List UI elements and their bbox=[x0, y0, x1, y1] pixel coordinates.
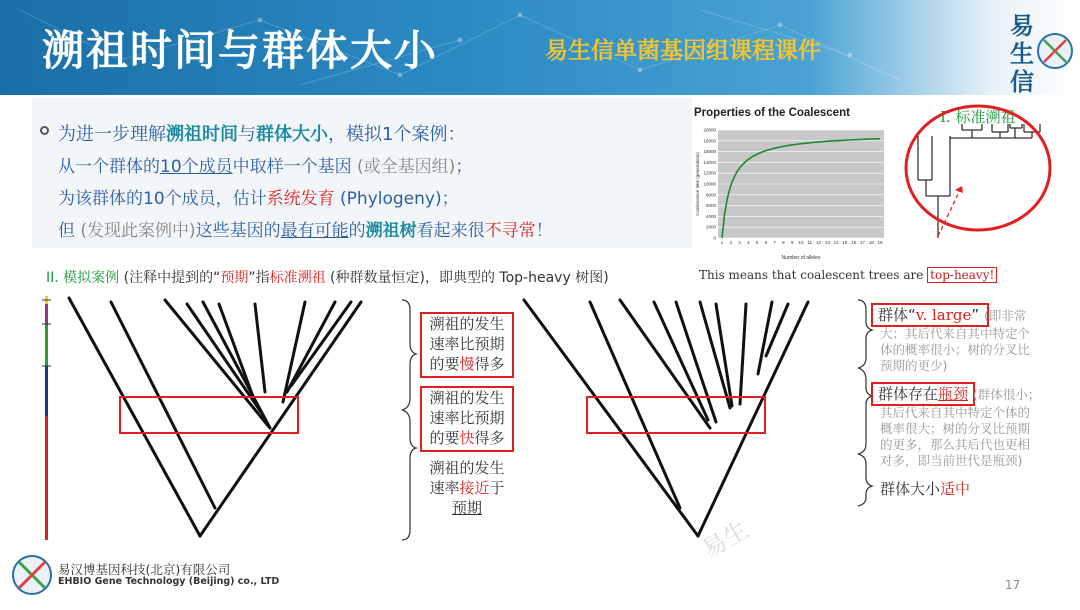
text: 系统发育 bbox=[266, 189, 335, 209]
left-highlight-box bbox=[119, 396, 299, 434]
chart-title: Properties of the Coalescent bbox=[694, 107, 850, 119]
text: 的 bbox=[348, 221, 366, 241]
text: 的要 bbox=[429, 355, 460, 373]
standard-tree-label: I. 标准溯祖 bbox=[940, 108, 1016, 126]
intro-line-4 bbox=[58, 216, 553, 241]
brand-char-1: 易 bbox=[1010, 11, 1034, 40]
chart-caption bbox=[699, 268, 997, 282]
y-tick-label: 12000 bbox=[703, 170, 716, 176]
top-heavy-highlight: top-heavy! bbox=[927, 267, 997, 283]
coalescent-chart bbox=[692, 104, 892, 262]
x-tick-label: 6 bbox=[764, 240, 768, 245]
x-tick-label: 13 bbox=[824, 240, 830, 245]
y-tick-label: 8000 bbox=[705, 192, 716, 198]
bottleneck-body bbox=[880, 405, 1030, 469]
text: (Phylogeny)； bbox=[334, 189, 459, 209]
text: 瓶颈 bbox=[938, 385, 969, 403]
text: (发现此案例中) bbox=[80, 221, 196, 241]
text: 群体存在 bbox=[878, 385, 939, 403]
text: 这些基因的 bbox=[195, 221, 281, 241]
y-tick-label: 0 bbox=[713, 235, 716, 241]
page-number: 17 bbox=[1005, 578, 1021, 592]
text: 溯祖的发生 bbox=[429, 315, 505, 333]
x-tick-label: 10 bbox=[798, 240, 804, 245]
bullet-icon bbox=[40, 126, 49, 135]
x-tick-label: 17 bbox=[859, 240, 865, 245]
text: 对多，即当前世代是瓶颈) bbox=[880, 453, 1023, 468]
x-tick-label: 19 bbox=[877, 240, 883, 245]
text: 溯祖的发生 bbox=[429, 459, 505, 477]
text: 溯祖树 bbox=[365, 221, 417, 241]
text: 大；其后代来自其中特定个 bbox=[880, 326, 1031, 341]
coalescent-chart-svg bbox=[692, 104, 892, 262]
text: ，模拟1个案例： bbox=[328, 124, 466, 145]
company-name-cn: 易汉博基因科技(北京)有限公司 bbox=[58, 562, 231, 577]
company-name-en: EHBIO Gene Technology (Beijing) co., LTD bbox=[58, 576, 280, 587]
company-logo-icon bbox=[10, 553, 54, 597]
text: (群体很小； bbox=[972, 387, 1041, 402]
middle-brace bbox=[396, 298, 420, 542]
text: 不寻常 bbox=[484, 221, 536, 241]
y-tick-label: 20000 bbox=[703, 127, 716, 133]
text: 于 bbox=[489, 479, 505, 497]
x-tick-label: 16 bbox=[851, 240, 857, 245]
large-population-body bbox=[880, 326, 1030, 374]
y-tick-label: 10000 bbox=[703, 181, 716, 187]
x-tick-label: 12 bbox=[816, 240, 822, 245]
text: 速率比预期 bbox=[429, 335, 505, 353]
x-tick-label: 14 bbox=[833, 240, 839, 245]
y-tick-label: 2000 bbox=[705, 224, 716, 230]
x-tick-label: 8 bbox=[782, 240, 785, 245]
text: (注释中提到的“ bbox=[119, 270, 221, 286]
y-tick-label: 6000 bbox=[705, 203, 716, 209]
text: 预期 bbox=[451, 499, 482, 517]
time-axis bbox=[42, 296, 52, 540]
text: 但 bbox=[58, 221, 81, 241]
text: 得多 bbox=[474, 355, 505, 373]
text: 为进一步理解 bbox=[58, 124, 166, 145]
x-tick-label: 4 bbox=[747, 240, 750, 245]
text: 速率比预期 bbox=[429, 409, 505, 427]
text: 10个成员 bbox=[160, 157, 233, 177]
intro-line-3 bbox=[58, 184, 459, 209]
dna-globe-icon bbox=[1036, 32, 1074, 70]
text: v. large bbox=[915, 306, 972, 324]
bottleneck-head bbox=[878, 385, 1040, 403]
brand-char-2: 生 bbox=[1010, 39, 1034, 68]
section-2-heading bbox=[46, 267, 609, 287]
text: 群体大小 bbox=[880, 480, 941, 498]
text: 群体“ bbox=[878, 306, 916, 324]
x-tick-label: 15 bbox=[842, 240, 848, 245]
text: 中取样一个基因 bbox=[232, 157, 358, 177]
brand-char-3: 信 bbox=[1010, 67, 1034, 96]
text: 适中 bbox=[940, 480, 971, 498]
right-highlight-box bbox=[586, 396, 766, 434]
text: 快 bbox=[459, 429, 475, 447]
standard-coalescent-tree bbox=[900, 98, 1080, 258]
large-population-head bbox=[878, 306, 1026, 324]
text: 速率 bbox=[429, 479, 460, 497]
text: This means that coalescent trees are bbox=[699, 268, 928, 282]
intro-line-2 bbox=[58, 152, 472, 177]
text: 标准溯祖 bbox=[269, 270, 326, 286]
text: 溯祖的发生 bbox=[429, 389, 505, 407]
text: 得多 bbox=[474, 429, 505, 447]
x-tick-label: 1 bbox=[720, 240, 724, 245]
text: ”指 bbox=[248, 270, 270, 286]
text: (即非常 bbox=[983, 308, 1027, 323]
text: II. 模拟案例 bbox=[46, 270, 120, 286]
slow-note bbox=[420, 314, 514, 374]
text: ； bbox=[455, 157, 473, 177]
course-subtitle: 易生信单菌基因组课程课件 bbox=[545, 38, 821, 64]
text: 从一个群体的 bbox=[58, 157, 160, 177]
y-tick-label: 4000 bbox=[705, 213, 716, 219]
y-tick-label: 16000 bbox=[703, 149, 716, 155]
page-title: 溯祖时间与群体大小 bbox=[42, 26, 439, 75]
text: 预期 bbox=[220, 270, 249, 286]
text: 与 bbox=[238, 124, 256, 145]
text: (种群数量恒定)，即典型的 Top-heavy 树图) bbox=[325, 270, 609, 286]
arrow-head-icon bbox=[955, 186, 963, 193]
text: 为该群体的10个成员，估计 bbox=[58, 189, 267, 209]
text: 其后代来自其中特定个体的 bbox=[880, 405, 1031, 420]
y-tick-label: 14000 bbox=[703, 159, 716, 165]
text: 的更多，那么其后代也更相 bbox=[880, 437, 1031, 452]
chart-ylabel: Coalescence time (generations) bbox=[695, 152, 700, 216]
text: 看起来很 bbox=[416, 221, 485, 241]
x-tick-label: 7 bbox=[773, 240, 776, 245]
x-tick-label: 5 bbox=[755, 240, 759, 245]
text: 溯祖时间 bbox=[166, 124, 238, 145]
text: 接近 bbox=[459, 479, 490, 497]
text: 慢 bbox=[459, 355, 475, 373]
text: (或全基因组) bbox=[357, 157, 456, 177]
x-tick-label: 18 bbox=[868, 240, 874, 245]
fast-note bbox=[420, 388, 514, 448]
brand-logo bbox=[1000, 4, 1076, 96]
text: 预期的更少) bbox=[880, 358, 948, 373]
medium-population-note bbox=[880, 480, 970, 498]
text: 最有可能 bbox=[280, 221, 349, 241]
text: ” bbox=[971, 306, 980, 324]
x-tick-label: 9 bbox=[790, 240, 794, 245]
x-tick-label: 3 bbox=[738, 240, 741, 245]
chart-xlabel: Number of alleles bbox=[781, 255, 821, 261]
watermark: 易生 bbox=[697, 515, 754, 564]
text: ！ bbox=[535, 221, 553, 241]
highlight-circle bbox=[906, 106, 1050, 230]
near-note bbox=[420, 458, 514, 518]
intro-line-1 bbox=[58, 120, 465, 146]
x-tick-label: 2 bbox=[729, 240, 733, 245]
text: 概率很大；树的分叉比预期 bbox=[880, 421, 1031, 436]
text: 群体大小 bbox=[256, 124, 328, 145]
x-tick-label: 11 bbox=[807, 240, 813, 245]
y-tick-label: 18000 bbox=[703, 138, 716, 144]
text: 的要 bbox=[429, 429, 460, 447]
text: 体的概率很小；树的分叉比 bbox=[880, 342, 1031, 357]
